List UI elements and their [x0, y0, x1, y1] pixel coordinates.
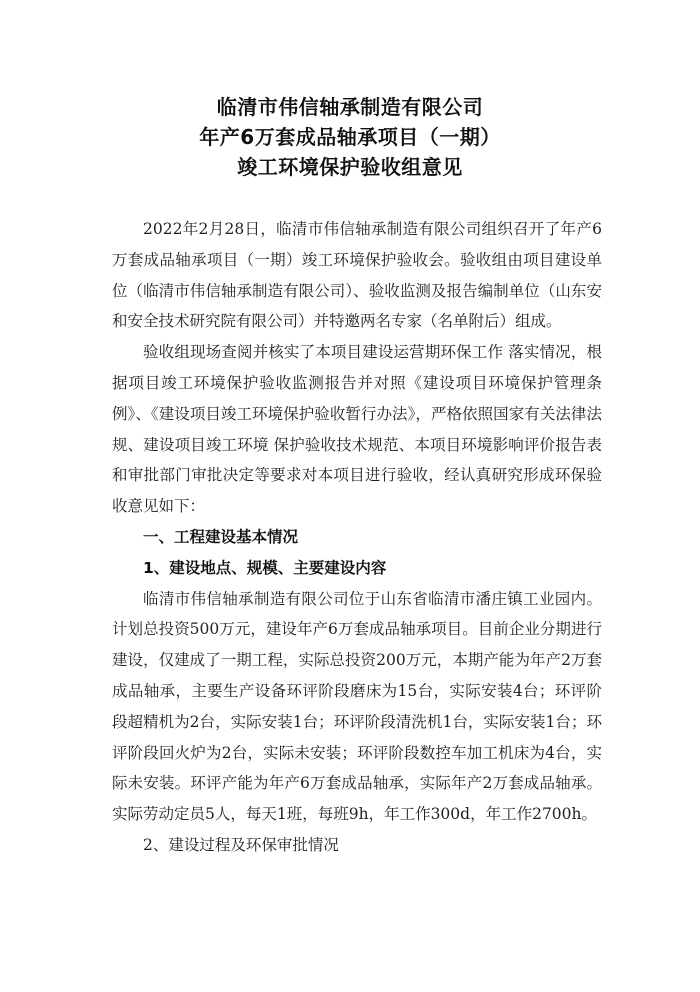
- paragraph-review: 验收组现场查阅并核实了本项目建设运营期环保工作 落实情况，根据项目竣工环境保护验收监测报告并对照《建设项目环境保护管理条例》、《建设项目竣工环境保护验收暂行办法》，严格依照国家有关法律法规、建设项目竣工环境 保护验收技术规范、本项目环境影响评价报告表和审批部门审批决定等要求对本项目进行验收，经认真研究形成环保验收意见如下：: [112, 343, 602, 516]
- title-project: 年产6万套成品轴承项目（一期）: [199, 125, 501, 149]
- subsection-heading-approval-process: 2、建设过程及环保审批情况: [143, 835, 339, 854]
- paragraph-intro: 2022年2月28日，临清市伟信轴承制造有限公司组织召开了年产6万套成品轴承项目（一期）竣工环境保护验收会。验收组由项目建设单位（临清市伟信轴承制造有限公司）、验收监测及报告编制单位（山东安和安全技术研究院有限公司）并特邀两名专家（名单附后）组成。: [112, 220, 602, 331]
- document-title: [98, 92, 602, 182]
- subsection-heading-location-scale: 1、建设地点、规模、主要建设内容: [143, 558, 387, 577]
- title-company: 临清市伟信轴承制造有限公司: [216, 95, 484, 119]
- paragraph-location-scale: 临清市伟信轴承制造有限公司位于山东省临清市潘庄镇工业园内。计划总投资500万元，建设年产6万套成品轴承项目。目前企业分期进行建设，仅建成了一期工程，实际总投资200万元，本期产能为年产2万套成品轴承，主要生产设备环评阶段磨床为15台，实际安装4台；环评阶段超精机为2台，实际安装1台；环评阶段清洗机1台，实际安装1台；环评阶段回火炉为2台，实际未安装；环评阶段数控车加工机床为4台，实际未安装。环评产能为年产6万套成品轴承，实际年产2万套成品轴承。实际劳动定员5人，每天1班，每班9h，年工作300d，年工作2700h。: [112, 589, 602, 824]
- section-heading-basic-info: 一、工程建设基本情况: [143, 527, 299, 546]
- title-opinion: 竣工环境保护验收组意见: [237, 155, 463, 179]
